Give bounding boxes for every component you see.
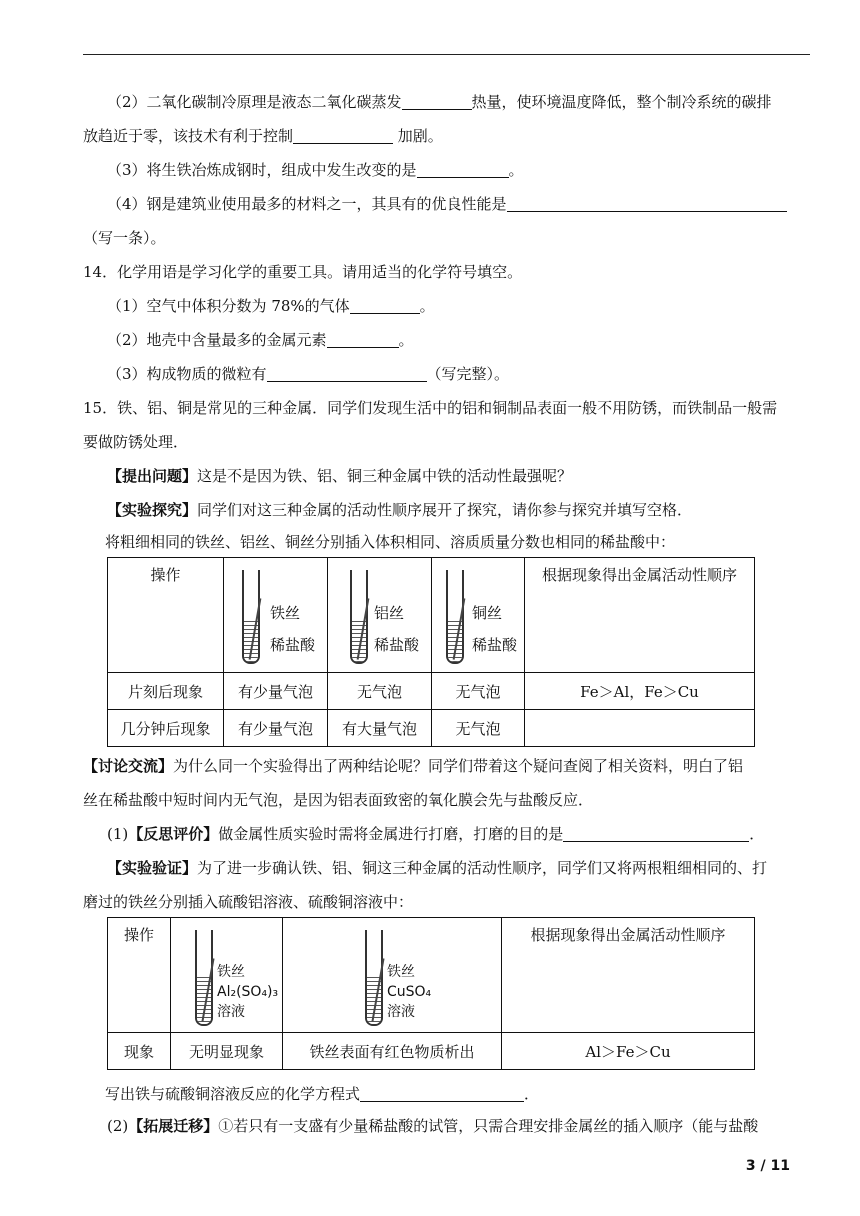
q15-verify-line1: 【实验验证】为了进一步确认铁、铝、铜这三种金属的活动性顺序，同学们又将两根粗细相同的、打 <box>107 859 768 877</box>
table1-cell: 有大量气泡 <box>328 710 432 747</box>
header-rule <box>83 54 810 55</box>
answer-blank[interactable] <box>327 331 399 348</box>
answer-blank[interactable] <box>402 93 472 110</box>
table2-header-operation: 操作 <box>108 918 171 1033</box>
q14-part3: （3）构成物质的微粒有 （写完整）。 <box>107 365 510 383</box>
q15-discuss-line1: 【讨论交流】为什么同一个实验得出了两种结论呢？同学们带着这个疑问查阅了相关资料，明白了铝 <box>83 757 744 775</box>
q15-stem-line1: 15．铁、铝、铜是常见的三种金属．同学们发现生活中的铝和铜制品表面一般不用防锈，而铁制品一般需 <box>83 399 778 417</box>
table1-cell: 无气泡 <box>328 673 432 710</box>
table1-cell: 有少量气泡 <box>224 710 328 747</box>
q15-equation: 写出铁与硫酸铜溶液反应的化学方程式 ． <box>105 1085 540 1103</box>
q15-explore: 【实验探究】同学们对这三种金属的活动性顺序展开了探究，请你参与探究并填写空格． <box>107 501 693 519</box>
q15-verify-line2: 磨过的铁丝分别插入硫酸铝溶液、硫酸铜溶液中： <box>83 893 414 911</box>
q13-part2-line2: 放趋近于零，该技术有利于控制 加剧。 <box>83 127 443 145</box>
experiment-table-1 <box>107 557 755 747</box>
q15-problem: 【提出问题】这是不是因为铁、铝、铜三种金属中铁的活动性最强呢？ <box>107 467 573 485</box>
tube-iron-hcl: 铁丝 稀盐酸 <box>224 558 328 673</box>
page-number: 3 / 11 <box>745 1158 790 1174</box>
table1-row2-conclusion-blank[interactable] <box>525 710 755 747</box>
q15-reflect: (1)【反思评价】做金属性质实验时需将金属进行打磨，打磨的目的是 ． <box>107 825 765 843</box>
answer-blank[interactable] <box>360 1085 524 1102</box>
q13-part2-line1: （2）二氧化碳制冷原理是液态二氧化碳蒸发 热量，使环境温度降低，整个制冷系统的碳排 <box>107 93 772 111</box>
tube-aluminum-hcl: 铝丝 稀盐酸 <box>328 558 432 673</box>
q15-discuss-line2: 丝在稀盐酸中短时间内无气泡，是因为铝表面致密的氧化膜会先与盐酸反应． <box>83 791 594 809</box>
table1-cell: 无气泡 <box>432 710 525 747</box>
table1-row1-label: 片刻后现象 <box>108 673 224 710</box>
q15-setup: 将粗细相同的铁丝、铝丝、铜丝分别插入体积相同、溶质质量分数也相同的稀盐酸中： <box>105 533 676 551</box>
answer-blank[interactable] <box>293 127 393 144</box>
q14-part1: （1）空气中体积分数为 78%的气体 。 <box>107 297 435 315</box>
table2-header-conclusion: 根据现象得出金属活动性顺序 <box>502 918 755 1033</box>
table1-header-conclusion: 根据现象得出金属活动性顺序 <box>525 558 755 673</box>
table1-header-operation: 操作 <box>108 558 224 673</box>
q13-part4: （4）钢是建筑业使用最多的材料之一，其具有的优良性能是 <box>83 194 810 214</box>
table2-cell: 铁丝表面有红色物质析出 <box>283 1033 502 1070</box>
tube-iron-al2so43: 铁丝 Al₂(SO₄)₃ 溶液 <box>171 918 283 1033</box>
q15-extend: (2)【拓展迁移】①若只有一支盛有少量稀盐酸的试管，只需合理安排金属丝的插入顺序（能与盐酸 <box>107 1117 759 1135</box>
q13-part4-tail: （写一条）。 <box>83 229 166 247</box>
answer-blank[interactable] <box>350 297 420 314</box>
table1-row1-conclusion: Fe＞Al，Fe＞Cu <box>525 673 755 710</box>
table2-cell: 无明显现象 <box>171 1033 283 1070</box>
answer-blank[interactable] <box>507 195 787 212</box>
table1-cell: 有少量气泡 <box>224 673 328 710</box>
table1-cell: 无气泡 <box>432 673 525 710</box>
q14-stem: 14．化学用语是学习化学的重要工具。请用适当的化学符号填空。 <box>83 263 523 281</box>
q13-part3: （3）将生铁冶炼成钢时，组成中发生改变的是 。 <box>107 161 524 179</box>
table1-row2-label: 几分钟后现象 <box>108 710 224 747</box>
table2-row-conclusion: Al＞Fe＞Cu <box>502 1033 755 1070</box>
tube-copper-hcl: 铜丝 稀盐酸 <box>432 558 525 673</box>
tube-iron-cuso4: 铁丝 CuSO₄ 溶液 <box>283 918 502 1033</box>
answer-blank[interactable] <box>267 365 427 382</box>
experiment-table-2 <box>107 917 755 1070</box>
answer-blank[interactable] <box>417 161 509 178</box>
q15-stem-line2: 要做防锈处理． <box>83 433 189 451</box>
answer-blank[interactable] <box>563 825 749 842</box>
table2-row-label: 现象 <box>108 1033 171 1070</box>
q14-part2: （2）地壳中含量最多的金属元素 。 <box>107 331 414 349</box>
